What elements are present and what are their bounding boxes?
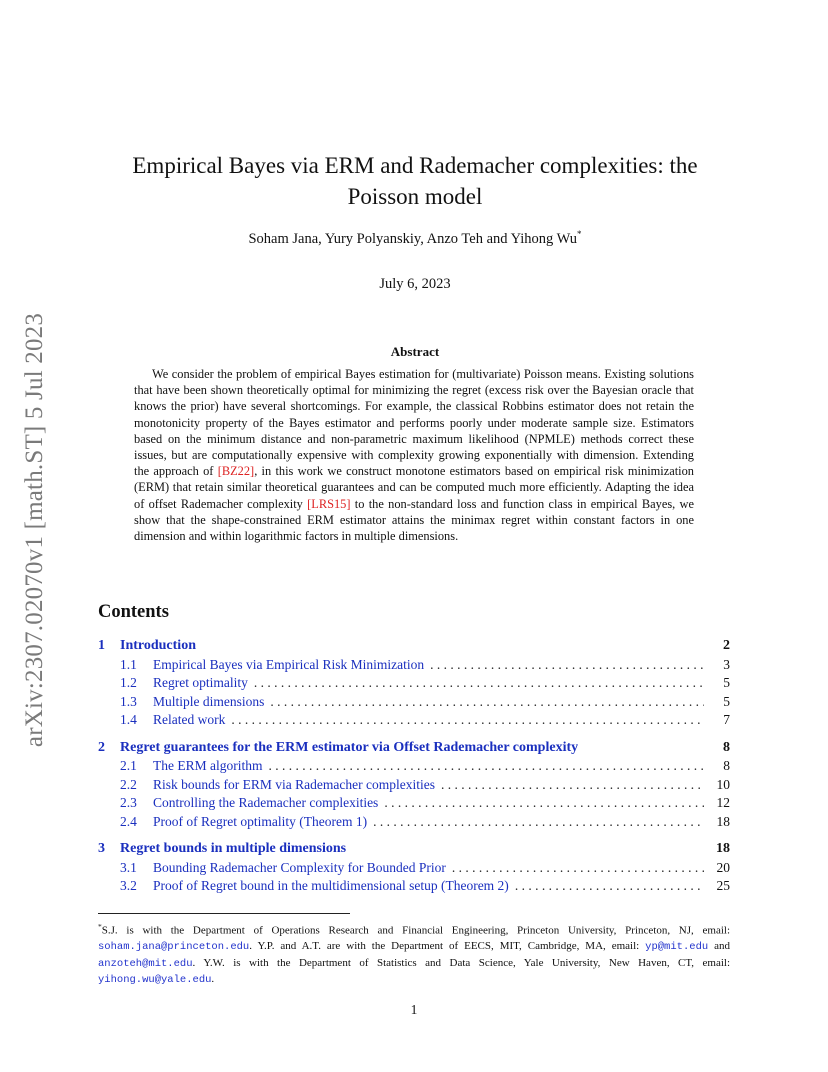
toc-subentry-number: 1.4 (120, 712, 137, 727)
toc-subentry-title[interactable]: Proof of Regret optimality (Theorem 1) (153, 813, 368, 829)
citation-link-bz22[interactable]: [BZ22] (217, 464, 255, 479)
toc-entry-title[interactable]: Regret guarantees for the ERM estimator via Offset Rademacher complexity (120, 739, 579, 755)
toc-entry-title[interactable]: Regret bounds in multiple dimensions (120, 841, 347, 856)
email-link-wu[interactable]: yihong.wu@yale.edu (98, 974, 212, 987)
toc-subentry-page: 5 (723, 693, 730, 709)
toc-subentry-number: 1.1 (120, 656, 137, 672)
abstract-body (134, 366, 694, 544)
footnote-text-4: . Y.W. is with the Department of Statistics and Data Science, Yale University, New Haven, CT, email: (192, 956, 730, 969)
toc-section-2 (98, 740, 730, 833)
toc-entry-page: 18 (716, 841, 730, 856)
toc-subentry-title[interactable]: Related work (153, 712, 226, 727)
toc-subentry[interactable] (98, 657, 730, 676)
footnote-text-2: . Y.P. and A.T. are with the Department of EECS, MIT, Cambridge, MA, email: (249, 940, 646, 953)
toc-subentry-number: 1.2 (120, 675, 137, 690)
toc-subentry[interactable] (98, 777, 730, 796)
toc-subentry[interactable] (98, 758, 730, 777)
toc-subentry-number: 2.4 (120, 813, 137, 829)
citation-link-lrs15[interactable]: [LRS15] (307, 496, 351, 511)
toc-entry-number: 2 (98, 739, 105, 755)
abstract-text-3: to the non-standard loss and function class in empirical Bayes, we show that the shape-constrained ERM estimator attains the minimax regret within constant factors in one dimension and within logarithmic factors in multiple dimensions. (134, 496, 694, 544)
toc-subentry[interactable] (98, 878, 730, 897)
abstract-text-1: We consider the problem of empirical Bayes estimation for (multivariate) Poisson means. Existing solutions that have been shown theoretically optimal for minimizing the regret (excess risk over the Bayesian oracle that knows the prior) have several shortcomings. For example, the classical Robbins estimator does not retain the monotonicity property of the Bayes estimator and performs poorly under moderate sample size. Estimators based on the minimum distance and non-parametric maximum likelihood (NPMLE) methods correct these issues, but are computationally expensive with complexity growing exponentially with dimension. Extending the approach of (134, 367, 694, 479)
email-link-teh[interactable]: anzoteh@mit.edu (98, 957, 193, 970)
toc-subentry-page: 25 (716, 878, 730, 893)
toc-subentry-number: 2.2 (120, 776, 137, 792)
toc-subentry-title[interactable]: Controlling the Rademacher complexities (153, 795, 379, 810)
toc-dot-leader (254, 675, 704, 691)
toc-subentry-page: 5 (723, 675, 730, 690)
toc-subentry-title[interactable]: The ERM algorithm (153, 758, 263, 773)
toc-section-3 (98, 841, 730, 897)
author-names: Soham Jana, Yury Polyanskiy, Anzo Teh and Yihong Wu (248, 230, 578, 247)
author-footnote-mark[interactable]: * (577, 229, 582, 239)
toc-entry-page: 8 (723, 739, 730, 755)
title-line-1: Empirical Bayes via ERM and Rademacher complexities: the (132, 153, 698, 178)
footnote-divider (98, 913, 350, 914)
toc-subentry[interactable] (98, 860, 730, 879)
toc-entry-number: 1 (98, 638, 105, 653)
author-footnote (98, 919, 730, 989)
footnote-text-1: S.J. is with the Department of Operations Research and Financial Engineering, Princeton University, Princeton, NJ, email: (101, 924, 730, 937)
toc-subentry-page: 3 (723, 656, 730, 672)
toc-dot-leader (270, 694, 704, 710)
toc-dot-leader (231, 712, 704, 728)
toc-subentry-title[interactable]: Regret optimality (153, 675, 248, 690)
toc-subentry-number: 2.3 (120, 795, 137, 810)
contents-heading: Contents (98, 602, 169, 622)
toc-dot-leader (430, 657, 704, 673)
toc-subentry-number: 1.3 (120, 693, 137, 709)
toc-subentry-page: 7 (723, 712, 730, 727)
author-list (110, 229, 720, 248)
toc-subentry-page: 12 (716, 795, 730, 810)
toc-subentry-page: 20 (716, 859, 730, 875)
abstract-text-2: , in this work we construct monotone estimators based on empirical risk minimization (ERM) that retain similar theoretical guarantees and can be computed much more efficiently. Adapting the idea of offset Rademacher complexity (134, 464, 694, 511)
toc-entry[interactable] (98, 638, 730, 657)
footnote-mark: * (98, 922, 102, 931)
toc-subentry[interactable] (98, 712, 730, 731)
toc-subentry-title[interactable]: Empirical Bayes via Empirical Risk Minimization (153, 656, 425, 672)
abstract-heading: Abstract (390, 344, 440, 359)
arxiv-watermark (18, 290, 52, 770)
toc-subentry-title[interactable]: Risk bounds for ERM via Rademacher complexities (153, 776, 435, 792)
toc-entry-title[interactable]: Introduction (120, 638, 196, 653)
toc-section-1 (98, 638, 730, 731)
toc-dot-leader (515, 878, 704, 894)
toc-entry-number: 3 (98, 841, 105, 856)
toc-dot-leader (384, 795, 704, 811)
table-of-contents (98, 638, 730, 906)
toc-subentry-number: 3.1 (120, 859, 137, 875)
toc-entry-page: 2 (723, 638, 730, 653)
toc-dot-leader (441, 777, 704, 793)
arxiv-identifier: arXiv:2307.02070v1 [math.ST] 5 Jul 2023 (21, 312, 48, 748)
toc-entry[interactable] (98, 740, 730, 759)
toc-dot-leader (373, 814, 704, 830)
toc-entry[interactable] (98, 841, 730, 860)
toc-dot-leader (268, 758, 704, 774)
title-line-2: Poisson model (347, 184, 483, 209)
toc-subentry-page: 10 (716, 776, 730, 792)
toc-subentry[interactable] (98, 814, 730, 833)
toc-subentry-number: 3.2 (120, 878, 137, 893)
toc-subentry[interactable] (98, 694, 730, 713)
toc-subentry-number: 2.1 (120, 758, 137, 773)
page-number: 1 (410, 1002, 418, 1017)
publication-date: July 6, 2023 (379, 276, 451, 292)
toc-subentry-title[interactable]: Multiple dimensions (153, 693, 265, 709)
footnote-text-5: . (211, 973, 215, 986)
paper-title (110, 150, 720, 212)
toc-subentry-page: 8 (723, 758, 730, 773)
toc-subentry-title[interactable]: Bounding Rademacher Complexity for Bounded Prior (153, 859, 446, 875)
email-link-jana[interactable]: soham.jana@princeton.edu (98, 941, 250, 954)
email-link-polyanskiy[interactable]: yp@mit.edu (645, 941, 709, 954)
footnote-text-3: and (708, 940, 730, 953)
toc-dot-leader (452, 860, 704, 876)
toc-subentry-title[interactable]: Proof of Regret bound in the multidimensional setup (Theorem 2) (153, 878, 509, 893)
toc-subentry[interactable] (98, 795, 730, 814)
toc-subentry-page: 18 (716, 813, 730, 829)
toc-subentry[interactable] (98, 675, 730, 694)
